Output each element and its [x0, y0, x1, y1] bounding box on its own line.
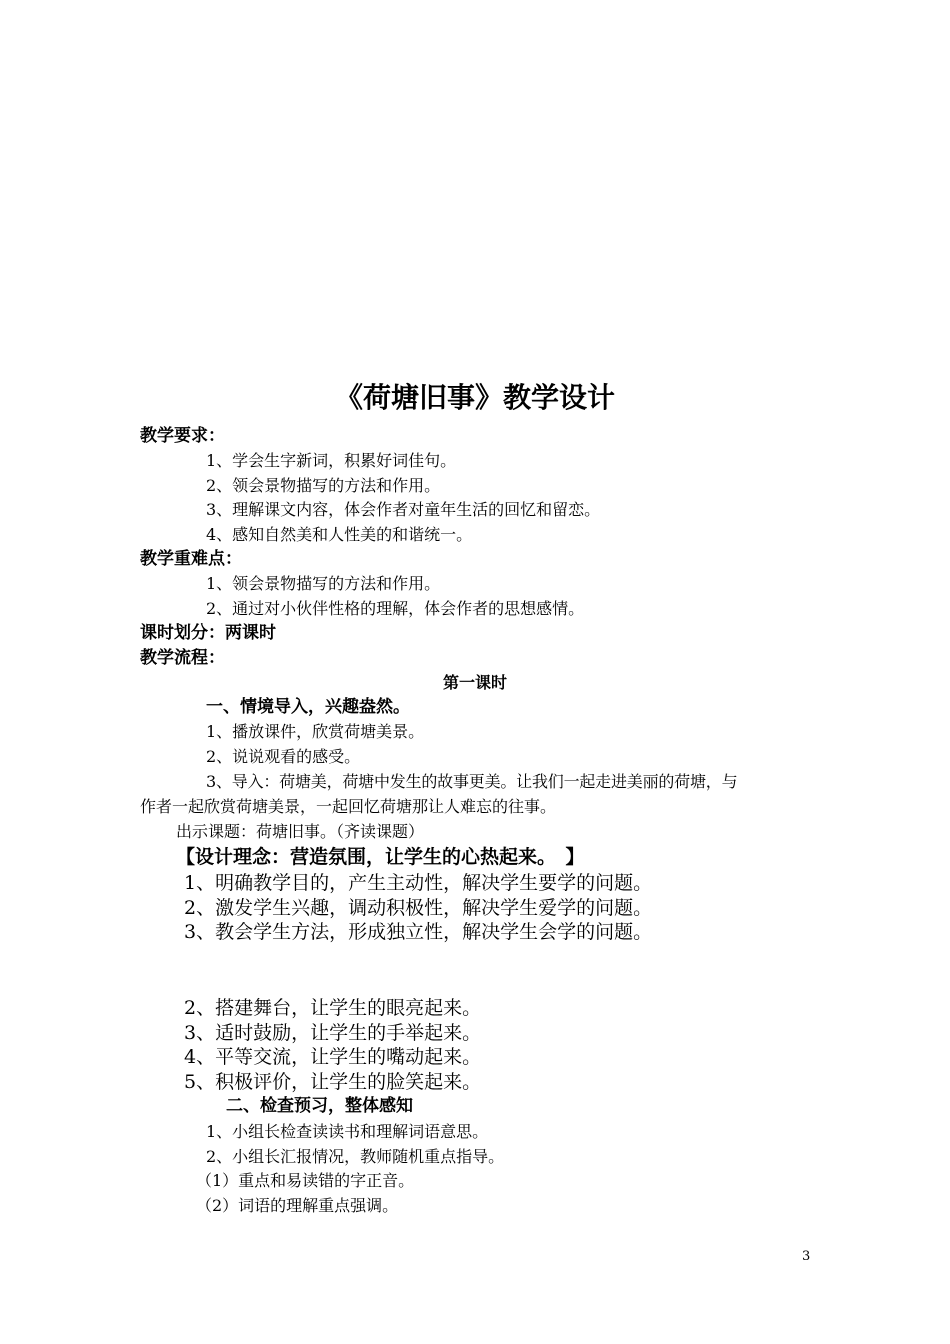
- method-item: 5、积极评价，让学生的脸笑起来。: [184, 1071, 482, 1093]
- requirements-heading: 教学要求：: [140, 426, 225, 446]
- design-concept: 【设计理念：营造氛围，让学生的心热起来。 】: [176, 846, 585, 868]
- section1-item: 作者一起欣赏荷塘美景，一起回忆荷塘那让人难忘的往事。: [140, 797, 557, 816]
- goal-item: 3、教会学生方法，形成独立性，解决学生会学的问题。: [184, 921, 653, 943]
- section1-item: 2、说说观看的感受。: [206, 747, 361, 766]
- section2-item: 2、小组长汇报情况，教师随机重点指导。: [206, 1147, 505, 1166]
- section2-heading: 二、检查预习，整体感知: [226, 1096, 413, 1116]
- method-item: 4、平等交流，让学生的嘴动起来。: [184, 1046, 482, 1068]
- key-points-heading: 教学重难点：: [140, 549, 242, 569]
- section2-item: （1）重点和易读错的字正音。: [196, 1171, 415, 1190]
- method-item: 2、搭建舞台，让学生的眼亮起来。: [184, 997, 482, 1019]
- section1-heading: 一、情境导入，兴趣盎然。: [206, 697, 410, 717]
- requirement-item: 1、学会生字新词，积累好词佳句。: [206, 451, 457, 470]
- section1-item: 1、播放课件，欣赏荷塘美景。: [206, 722, 425, 741]
- section2-item: （2）词语的理解重点强调。: [196, 1196, 399, 1215]
- requirement-item: 2、领会景物描写的方法和作用。: [206, 476, 441, 495]
- section2-item: 1、小组长检查读读书和理解词语意思。: [206, 1122, 489, 1141]
- key-point-item: 2、通过对小伙伴性格的理解，体会作者的思想感情。: [206, 599, 585, 618]
- lesson-heading: 第一课时: [442, 673, 507, 692]
- goal-item: 2、激发学生兴趣，调动积极性，解决学生爱学的问题。: [184, 897, 653, 919]
- key-point-item: 1、领会景物描写的方法和作用。: [206, 574, 441, 593]
- method-item: 3、适时鼓励，让学生的手举起来。: [184, 1022, 482, 1044]
- process-heading: 教学流程：: [140, 648, 225, 668]
- page-number: 3: [802, 1249, 811, 1264]
- schedule-line: 课时划分：两课时: [140, 623, 276, 643]
- requirement-item: 3、理解课文内容，体会作者对童年生活的回忆和留恋。: [206, 500, 601, 519]
- requirement-item: 4、感知自然美和人性美的和谐统一。: [206, 525, 473, 544]
- section1-item: 3、导入：荷塘美，荷塘中发生的故事更美。让我们一起走进美丽的荷塘，与: [206, 772, 738, 791]
- goal-item: 1、明确教学目的，产生主动性，解决学生要学的问题。: [184, 872, 653, 894]
- document-title: 《荷塘旧事》教学设计: [334, 381, 615, 414]
- show-title-line: 出示课题：荷塘旧事。（齐读课题）: [176, 822, 425, 841]
